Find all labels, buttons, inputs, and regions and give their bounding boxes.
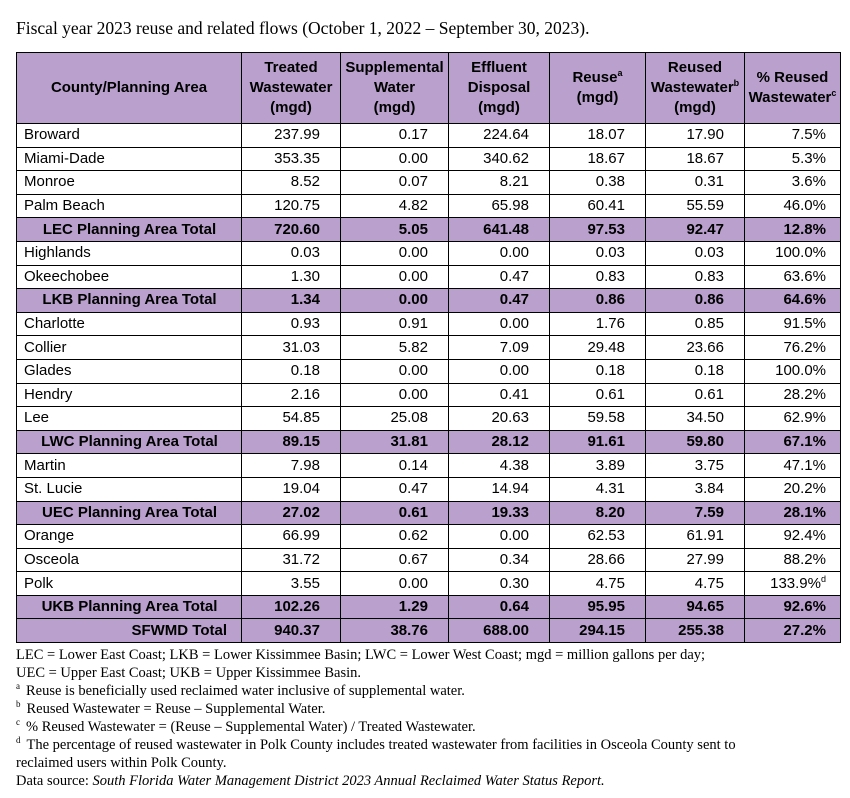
cell-rw: 94.65 (646, 595, 745, 619)
cell-reuse: 60.41 (550, 194, 646, 218)
cell-treated: 1.30 (242, 265, 341, 289)
cell-pct: 28.1% (745, 501, 841, 525)
cell-supp: 38.76 (341, 619, 449, 643)
cell-eff: 14.94 (449, 477, 550, 501)
cell-supp: 0.14 (341, 454, 449, 478)
header-treated: Treated Wastewater (mgd) (242, 53, 341, 124)
row-label: Glades (17, 359, 242, 383)
table-row (17, 312, 841, 336)
total-row (17, 501, 841, 525)
cell-pct: 20.2% (745, 477, 841, 501)
cell-reuse: 29.48 (550, 336, 646, 360)
row-label: Osceola (17, 548, 242, 572)
row-label: Hendry (17, 383, 242, 407)
cell-eff: 0.30 (449, 572, 550, 596)
cell-treated: 102.26 (242, 595, 341, 619)
cell-pct: 5.3% (745, 147, 841, 171)
cell-treated: 3.55 (242, 572, 341, 596)
cell-rw: 255.38 (646, 619, 745, 643)
table-notes (16, 646, 840, 790)
cell-eff: 20.63 (449, 407, 550, 431)
row-label: Orange (17, 525, 242, 549)
cell-reuse: 62.53 (550, 525, 646, 549)
cell-reuse: 294.15 (550, 619, 646, 643)
cell-eff: 340.62 (449, 147, 550, 171)
row-label: Palm Beach (17, 194, 242, 218)
table-row (17, 477, 841, 501)
cell-eff: 0.34 (449, 548, 550, 572)
cell-treated: 31.03 (242, 336, 341, 360)
cell-supp: 0.07 (341, 171, 449, 195)
cell-supp: 0.00 (341, 572, 449, 596)
cell-reuse: 18.67 (550, 147, 646, 171)
cell-reuse: 0.18 (550, 359, 646, 383)
cell-treated: 0.93 (242, 312, 341, 336)
header-effluent: Effluent Disposal (mgd) (449, 53, 550, 124)
cell-pct: 27.2% (745, 619, 841, 643)
cell-treated: 27.02 (242, 501, 341, 525)
cell-supp: 0.91 (341, 312, 449, 336)
cell-supp: 0.00 (341, 359, 449, 383)
cell-treated: 66.99 (242, 525, 341, 549)
cell-pct: 12.8% (745, 218, 841, 242)
row-label: Lee (17, 407, 242, 431)
cell-treated: 89.15 (242, 430, 341, 454)
cell-treated: 237.99 (242, 124, 341, 148)
total-row (17, 595, 841, 619)
cell-supp: 0.00 (341, 289, 449, 313)
cell-supp: 5.05 (341, 218, 449, 242)
cell-treated: 1.34 (242, 289, 341, 313)
cell-eff: 0.47 (449, 265, 550, 289)
cell-pct: 91.5% (745, 312, 841, 336)
cell-pct: 47.1% (745, 454, 841, 478)
table-row (17, 171, 841, 195)
cell-supp: 1.29 (341, 595, 449, 619)
cell-pct: 100.0% (745, 241, 841, 265)
abbreviations-line-1: LEC = Lower East Coast; LKB = Lower Kissimmee Basin; LWC = Lower West Coast; mgd = million gallons per day; (16, 647, 706, 663)
cell-pct: 100.0% (745, 359, 841, 383)
cell-treated: 0.18 (242, 359, 341, 383)
cell-supp: 31.81 (341, 430, 449, 454)
cell-supp: 0.17 (341, 124, 449, 148)
cell-reuse: 3.89 (550, 454, 646, 478)
footnote-c: $^c$ % Reused Wastewater = (Reuse – Supplemental Water) / Treated Wastewater. (16, 717, 476, 735)
cell-pct: 76.2% (745, 336, 841, 360)
cell-reuse: 59.58 (550, 407, 646, 431)
cell-supp: 0.00 (341, 265, 449, 289)
cell-treated: 120.75 (242, 194, 341, 218)
cell-supp: 0.61 (341, 501, 449, 525)
cell-eff: 65.98 (449, 194, 550, 218)
cell-reuse: 0.86 (550, 289, 646, 313)
cell-rw: 0.31 (646, 171, 745, 195)
table-row (17, 241, 841, 265)
cell-rw: 3.84 (646, 477, 745, 501)
table-row (17, 124, 841, 148)
row-label: Miami-Dade (17, 147, 242, 171)
cell-rw: 0.83 (646, 265, 745, 289)
cell-eff: 4.38 (449, 454, 550, 478)
cell-pct: 7.5% (745, 124, 841, 148)
cell-rw: 59.80 (646, 430, 745, 454)
cell-rw: 0.61 (646, 383, 745, 407)
header-reused-wastewater: Reused Wastewater$^b$ (mgd) (646, 53, 745, 124)
row-label: Charlotte (17, 312, 242, 336)
header-row (17, 53, 841, 124)
row-label: LWC Planning Area Total (17, 430, 242, 454)
row-label: Highlands (17, 241, 242, 265)
cell-reuse: 1.76 (550, 312, 646, 336)
cell-supp: 0.67 (341, 548, 449, 572)
cell-reuse: 0.03 (550, 241, 646, 265)
cell-rw: 18.67 (646, 147, 745, 171)
cell-eff: 7.09 (449, 336, 550, 360)
cell-supp: 0.62 (341, 525, 449, 549)
cell-supp: 0.00 (341, 383, 449, 407)
cell-reuse: 0.61 (550, 383, 646, 407)
row-label: LKB Planning Area Total (17, 289, 242, 313)
cell-eff: 28.12 (449, 430, 550, 454)
row-label: SFWMD Total (17, 619, 242, 643)
row-label: Okeechobee (17, 265, 242, 289)
header-area: County/Planning Area (17, 53, 242, 124)
cell-rw: 0.18 (646, 359, 745, 383)
cell-eff: 0.00 (449, 525, 550, 549)
row-label: Monroe (17, 171, 242, 195)
table-row (17, 359, 841, 383)
cell-eff: 688.00 (449, 619, 550, 643)
cell-treated: 353.35 (242, 147, 341, 171)
cell-supp: 0.00 (341, 147, 449, 171)
cell-supp: 0.00 (341, 241, 449, 265)
row-label: LEC Planning Area Total (17, 218, 242, 242)
cell-treated: 2.16 (242, 383, 341, 407)
cell-eff: 641.48 (449, 218, 550, 242)
cell-rw: 34.50 (646, 407, 745, 431)
table-row (17, 407, 841, 431)
cell-eff: 0.00 (449, 359, 550, 383)
cell-reuse: 18.07 (550, 124, 646, 148)
cell-supp: 25.08 (341, 407, 449, 431)
table-caption: Fiscal year 2023 reuse and related flows (October 1, 2022 – September 30, 2023). (16, 18, 590, 38)
cell-eff: 19.33 (449, 501, 550, 525)
footnote-d: $^d$ The percentage of reused wastewater in Polk County includes treated wastewater from facilities in Osceola County sent to (16, 735, 736, 753)
cell-pct: 67.1% (745, 430, 841, 454)
cell-pct: 28.2% (745, 383, 841, 407)
footnote-a: $^a$ Reuse is beneficially used reclaimed water inclusive of supplemental water. (16, 681, 465, 699)
cell-reuse: 0.83 (550, 265, 646, 289)
cell-rw: 17.90 (646, 124, 745, 148)
cell-eff: 8.21 (449, 171, 550, 195)
cell-reuse: 91.61 (550, 430, 646, 454)
cell-pct: 3.6% (745, 171, 841, 195)
cell-treated: 8.52 (242, 171, 341, 195)
total-row (17, 289, 841, 313)
cell-pct: 88.2% (745, 548, 841, 572)
cell-treated: 54.85 (242, 407, 341, 431)
cell-treated: 7.98 (242, 454, 341, 478)
cell-reuse: 0.38 (550, 171, 646, 195)
cell-reuse: 4.75 (550, 572, 646, 596)
cell-reuse: 8.20 (550, 501, 646, 525)
row-label: Broward (17, 124, 242, 148)
abbreviations-line-2: UEC = Upper East Coast; UKB = Upper Kissimmee Basin. (16, 665, 361, 681)
cell-eff: 0.64 (449, 595, 550, 619)
table-row (17, 147, 841, 171)
cell-rw: 0.86 (646, 289, 745, 313)
cell-pct: 92.4% (745, 525, 841, 549)
cell-pct: 133.9%$^d$ (745, 572, 841, 596)
row-label: Collier (17, 336, 242, 360)
header-pct-reused: % Reused Wastewater$^c$ (745, 53, 841, 124)
cell-reuse: 95.95 (550, 595, 646, 619)
row-label: UKB Planning Area Total (17, 595, 242, 619)
cell-treated: 0.03 (242, 241, 341, 265)
table-row (17, 572, 841, 596)
footnote-b: $^b$ Reused Wastewater = Reuse – Supplemental Water. (16, 699, 326, 717)
cell-rw: 27.99 (646, 548, 745, 572)
row-label: Martin (17, 454, 242, 478)
cell-rw: 92.47 (646, 218, 745, 242)
cell-rw: 0.03 (646, 241, 745, 265)
cell-treated: 720.60 (242, 218, 341, 242)
cell-eff: 0.00 (449, 241, 550, 265)
row-label: St. Lucie (17, 477, 242, 501)
cell-pct: 63.6% (745, 265, 841, 289)
table-row (17, 548, 841, 572)
cell-pct: 64.6% (745, 289, 841, 313)
data-source: Data source: South Florida Water Management District 2023 Annual Reclaimed Water Status Report. (16, 773, 605, 789)
cell-eff: 0.47 (449, 289, 550, 313)
total-row (17, 430, 841, 454)
cell-rw: 3.75 (646, 454, 745, 478)
cell-rw: 55.59 (646, 194, 745, 218)
table-row (17, 525, 841, 549)
cell-pct: 92.6% (745, 595, 841, 619)
cell-rw: 0.85 (646, 312, 745, 336)
footnote-marker: d (820, 573, 826, 584)
cell-rw: 23.66 (646, 336, 745, 360)
table-row (17, 336, 841, 360)
cell-supp: 0.47 (341, 477, 449, 501)
table-row (17, 265, 841, 289)
cell-pct: 62.9% (745, 407, 841, 431)
cell-eff: 0.41 (449, 383, 550, 407)
footnote-d-continued: reclaimed users within Polk County. (16, 755, 227, 771)
row-label: Polk (17, 572, 242, 596)
cell-treated: 31.72 (242, 548, 341, 572)
total-row (17, 619, 841, 643)
cell-rw: 7.59 (646, 501, 745, 525)
total-row (17, 218, 841, 242)
cell-supp: 4.82 (341, 194, 449, 218)
cell-reuse: 4.31 (550, 477, 646, 501)
cell-pct: 46.0% (745, 194, 841, 218)
cell-eff: 224.64 (449, 124, 550, 148)
cell-rw: 61.91 (646, 525, 745, 549)
row-label: UEC Planning Area Total (17, 501, 242, 525)
cell-treated: 940.37 (242, 619, 341, 643)
table-row (17, 194, 841, 218)
header-reuse: Reuse$^a$ (mgd) (550, 53, 646, 124)
cell-treated: 19.04 (242, 477, 341, 501)
cell-eff: 0.00 (449, 312, 550, 336)
cell-reuse: 97.53 (550, 218, 646, 242)
cell-reuse: 28.66 (550, 548, 646, 572)
reuse-flows-table (16, 52, 841, 643)
cell-rw: 4.75 (646, 572, 745, 596)
table-row (17, 383, 841, 407)
cell-supp: 5.82 (341, 336, 449, 360)
header-supplemental: Supplemental Water (mgd) (341, 53, 449, 124)
table-row (17, 454, 841, 478)
